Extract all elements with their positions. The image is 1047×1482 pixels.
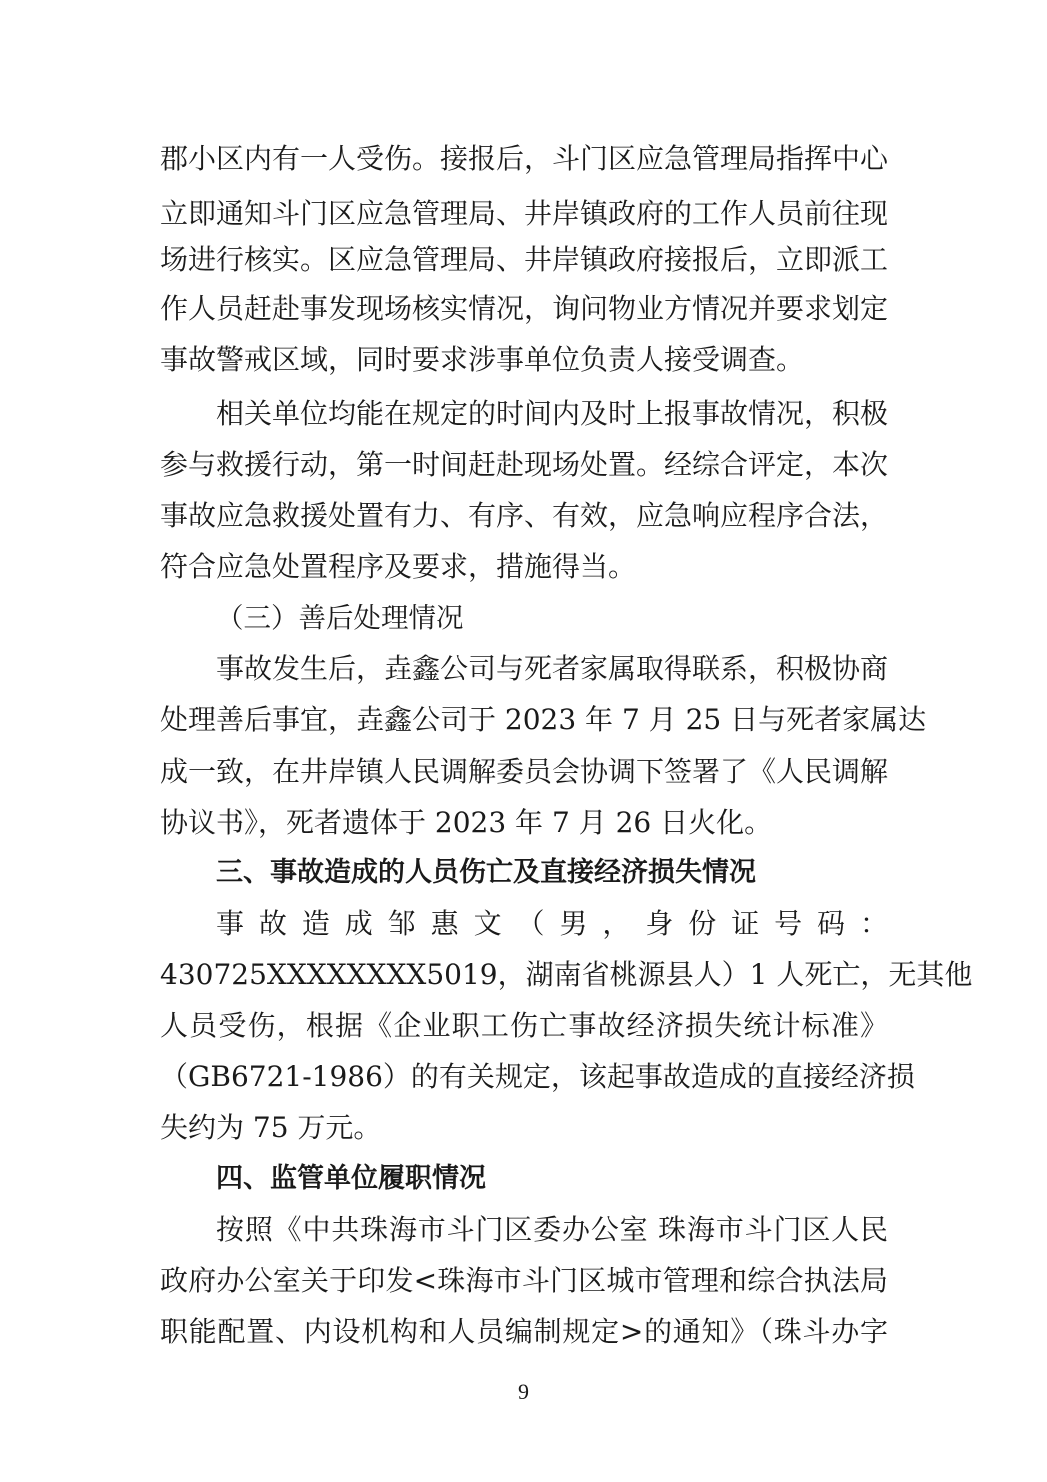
text-line: 成一致，在井岸镇人民调解委员会协调下签署了《人民调解	[160, 755, 889, 788]
paragraph-first-line: 按照《中共珠海市斗门区委办公室 珠海市斗门区人民	[216, 1213, 888, 1246]
text-line: 430725XXXXXXXX5019，湖南省桃源县人）1 人死亡，无其他	[160, 958, 973, 991]
text-line: （GB6721-1986）的有关规定，该起事故造成的直接经济损	[160, 1060, 915, 1093]
text-line: 职能配置、内设机构和人员编制规定>的通知》（珠斗办字	[160, 1315, 888, 1348]
text-line: 立即通知斗门区应急管理局、井岸镇政府的工作人员前往现	[160, 197, 889, 230]
paragraph-first-line: 事故造成邹惠文（男，身份证号码：	[216, 907, 888, 940]
text-line: 参与救援行动，第一时间赶赴现场处置。经综合评定，本次	[160, 448, 889, 481]
text-line: 作人员赶赴事发现场核实情况，询问物业方情况并要求划定	[160, 292, 889, 325]
text-line: 人员受伤，根据《企业职工伤亡事故经济损失统计标准》	[160, 1009, 888, 1042]
section-heading: 三、事故造成的人员伤亡及直接经济损失情况	[216, 857, 756, 888]
text-line: 事故警戒区域，同时要求涉事单位负责人接受调查。	[160, 343, 805, 376]
text-line: 事故应急救援处置有力、有序、有效，应急响应程序合法，	[160, 499, 889, 532]
subsection-heading: （三）善后处理情况	[216, 602, 464, 634]
paragraph-first-line: 事故发生后，垚鑫公司与死者家属取得联系，积极协商	[216, 652, 889, 685]
text-line: 失约为 75 万元。	[160, 1111, 382, 1144]
page-number: 9	[518, 1379, 529, 1404]
text-line: 场进行核实。区应急管理局、井岸镇政府接报后，立即派工	[160, 243, 889, 276]
text-line: 协议书》，死者遗体于 2023 年 7 月 26 日火化。	[160, 806, 773, 839]
text-line: 郡小区内有一人受伤。接报后，斗门区应急管理局指挥中心	[160, 142, 889, 175]
text-line: 处理善后事宜，垚鑫公司于 2023 年 7 月 25 日与死者家属达	[160, 703, 927, 736]
text-line: 符合应急处置程序及要求，措施得当。	[160, 550, 637, 583]
text-line: 政府办公室关于印发<珠海市斗门区城市管理和综合执法局	[160, 1264, 888, 1297]
section-heading: 四、监管单位履职情况	[216, 1163, 486, 1194]
paragraph-first-line: 相关单位均能在规定的时间内及时上报事故情况，积极	[216, 397, 889, 430]
